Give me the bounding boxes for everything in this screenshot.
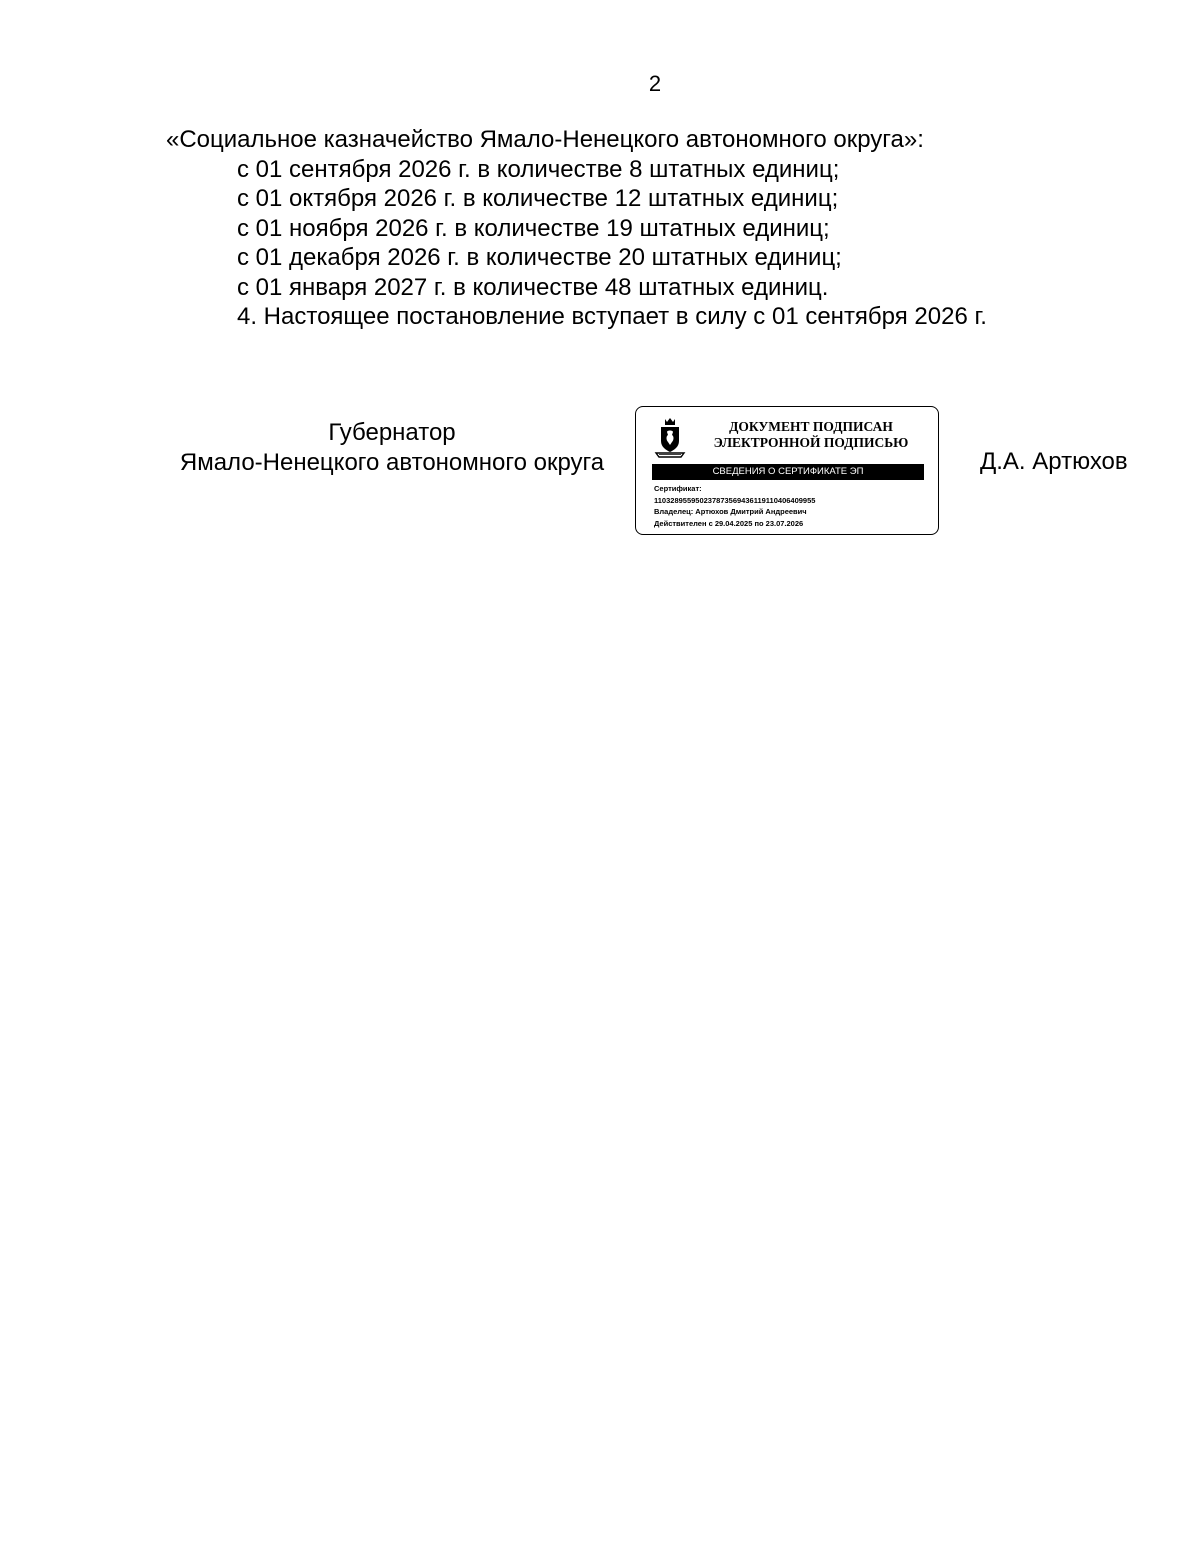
signatory-position (166, 418, 618, 477)
signatory-position-line2: Ямало-Ненецкого автономного округа (179, 448, 605, 476)
stamp-heading-line1: ДОКУМЕНТ ПОДПИСАН (729, 419, 893, 434)
page-number: 2 (648, 71, 662, 96)
certificate-label: Сертификат: (654, 484, 702, 493)
body-line-september: с 01 сентября 2026 г. в количестве 8 штатных единиц; (237, 155, 840, 183)
signatory-name: Д.А. Артюхов (980, 448, 1128, 475)
body-line-december: с 01 декабря 2026 г. в количестве 20 штатных единиц; (237, 244, 842, 271)
certificate-owner: Владелец: Артюхов Дмитрий Андреевич (654, 507, 807, 516)
document-body (166, 125, 1166, 332)
electronic-signature-stamp (635, 406, 939, 535)
body-line-intro: «Социальное казначейство Ямало-Ненецкого автономного округа»: (166, 126, 924, 153)
body-line-october: с 01 октября 2026 г. в количестве 12 штатных единиц; (237, 185, 839, 212)
certificate-info-bar: СВЕДЕНИЯ О СЕРТИФИКАТЕ ЭП (652, 464, 924, 480)
certificate-validity: Действителен с 29.04.2025 по 23.07.2026 (654, 518, 804, 528)
certificate-number: 110328955950237873569436119110406409955 (654, 495, 816, 505)
stamp-heading (696, 419, 926, 451)
body-line-january: с 01 января 2027 г. в количестве 48 штатных единиц. (237, 273, 829, 301)
signatory-position-line1: Губернатор (328, 419, 456, 446)
stamp-heading-line2: ЭЛЕКТРОННОЙ ПОДПИСЬЮ (713, 435, 909, 450)
body-line-november: с 01 ноября 2026 г. в количестве 19 штатных единиц; (237, 214, 830, 242)
certificate-details (654, 483, 815, 529)
coat-of-arms-icon (654, 417, 686, 459)
body-line-effective-date: 4. Настоящее постановление вступает в силу с 01 сентября 2026 г. (237, 303, 987, 330)
